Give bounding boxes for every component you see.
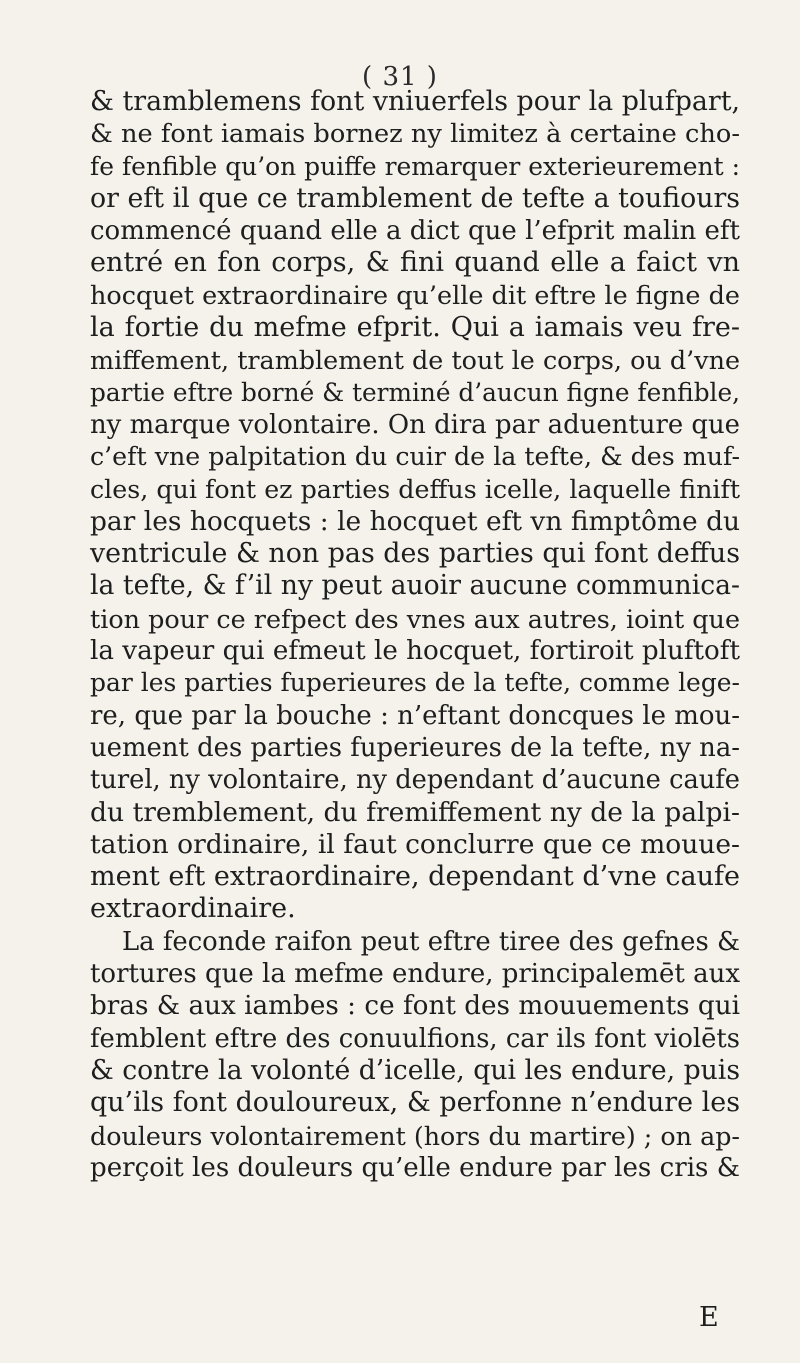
text-line: la fortie du mefme efprit. Qui a iamais veu fre-	[90, 312, 740, 344]
text-line: femblent eftre des conuulfions, car ils font violēts	[90, 1023, 740, 1054]
text-line: fe fenfible qu’on puiffe remarquer exterieurement :	[90, 151, 740, 181]
text-line: par les hocquets : le hocquet eft vn fimptôme du	[90, 505, 740, 537]
text-line: ny marque volontaire. On dira par aduenture que	[90, 409, 740, 440]
text-line: partie eftre borné & terminé d’aucun figne fenfible,	[90, 377, 740, 407]
text-line: uement des parties fuperieures de la tefte, ny na-	[90, 732, 740, 763]
text-line: or eft il que ce tramblement de tefte a toufiours	[90, 182, 740, 214]
text-line: hocquet extraordinaire qu’elle dit eftre le figne de	[90, 280, 740, 311]
text-line: la tefte, & f’il ny peut auoir aucune communica-	[90, 570, 740, 602]
text-line: & ne font iamais bornez ny limitez à certaine cho-	[90, 119, 740, 150]
text-line: du tremblement, du fremiffement ny de la palpi-	[90, 796, 740, 828]
text-line: miffement, tramblement de tout le corps, ou d’vne	[90, 345, 740, 376]
text-line: c’eft vne palpitation du cuir de la tefte, & des muf-	[90, 442, 740, 472]
text-line: par les parties fuperieures de la tefte, comme lege-	[90, 668, 740, 698]
text-line: la vapeur qui efmeut le hocquet, fortiroit pluftoft	[90, 636, 740, 667]
catchword: E	[699, 1302, 719, 1333]
text-line: commencé quand elle a dict que l’efprit malin eft	[90, 216, 740, 247]
text-line: ventricule & non pas des parties qui font deffus	[90, 538, 740, 570]
text-line: extraordinaire.	[90, 893, 296, 925]
text-line: douleurs volontairement (hors du martire) ; on ap-	[90, 1120, 740, 1151]
text-line: & contre la volonté d’icelle, qui les endure, puis	[90, 1054, 740, 1086]
text-line: entré en fon corps, & fini quand elle a faict vn	[90, 247, 740, 279]
text-line: ment eft extraordinaire, dependant d’vne caufe	[90, 861, 740, 893]
text-line: perçoit les douleurs qu’elle endure par les cris &	[90, 1152, 740, 1183]
text-line: & tramblemens font vniuerfels pour la plufpart,	[90, 86, 740, 117]
text-line: bras & aux iambes : ce font des mouuements qui	[90, 991, 740, 1022]
text-line: re, que par la bouche : n’eftant doncques le mou-	[90, 700, 740, 731]
text-line: La feconde raifon peut eftre tiree des gefnes &	[122, 926, 740, 957]
text-line: turel, ny volontaire, ny dependant d’aucune caufe	[90, 765, 740, 796]
text-line: tion pour ce refpect des vnes aux autres, ioint que	[90, 603, 740, 634]
text-line: tation ordinaire, il faut conclurre que ce mouue-	[90, 828, 740, 860]
text-line: cles, qui font ez parties deffus icelle, laquelle finift	[90, 474, 740, 504]
body-text	[90, 86, 740, 1184]
text-line: tortures que la mefme endure, principalemēt aux	[90, 959, 740, 990]
page-number: ( 31 )	[362, 62, 438, 92]
text-line: qu’ils font douloureux, & perfonne n’endure les	[90, 1087, 740, 1119]
